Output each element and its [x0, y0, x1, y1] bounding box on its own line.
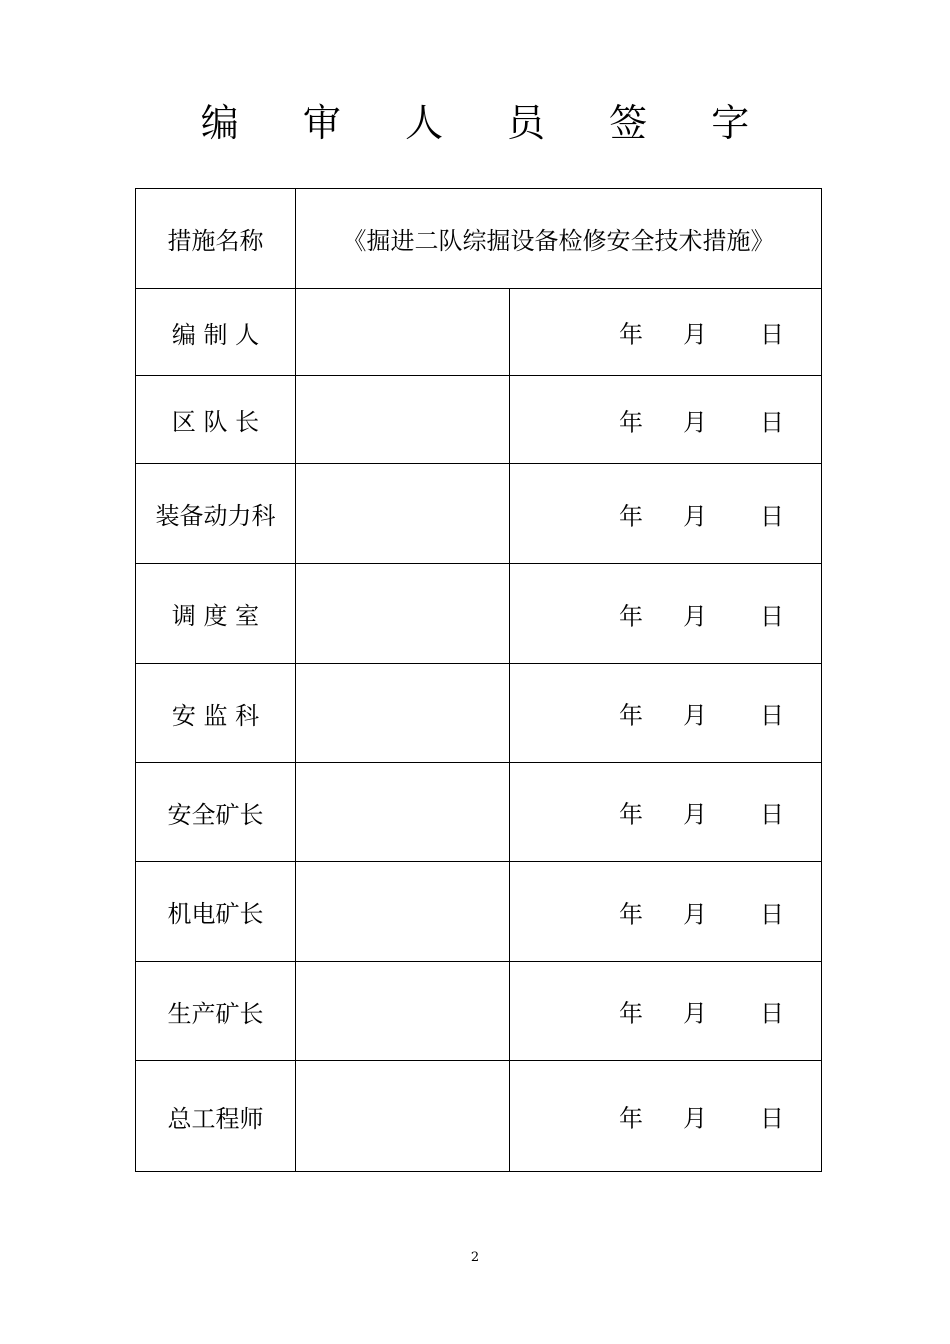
- role-label: 安全矿长: [136, 763, 296, 862]
- date-cell[interactable]: [510, 376, 822, 464]
- date-day-label: 日: [760, 701, 784, 730]
- date-year-label: 年: [619, 900, 643, 928]
- signature-cell[interactable]: [296, 376, 510, 464]
- date-year-label: 年: [619, 800, 643, 829]
- date-year-label: 年: [619, 701, 643, 730]
- table-row: [136, 664, 822, 763]
- table-row: [136, 289, 822, 376]
- measure-row: [136, 189, 822, 289]
- date-cell[interactable]: [510, 862, 822, 962]
- date-day-label: 日: [760, 320, 784, 349]
- date-cell[interactable]: [510, 1061, 822, 1172]
- date-month-label: 月: [683, 701, 707, 730]
- role-label: 编 制 人: [136, 289, 296, 376]
- date-month-label: 月: [683, 1104, 707, 1133]
- signature-cell[interactable]: [296, 1061, 510, 1172]
- role-label: 安 监 科: [136, 664, 296, 763]
- date-cell[interactable]: [510, 763, 822, 862]
- date-day-label: 日: [760, 900, 784, 928]
- signature-cell[interactable]: [296, 564, 510, 664]
- date-cell[interactable]: [510, 664, 822, 763]
- date-cell[interactable]: [510, 564, 822, 664]
- date-cell[interactable]: [510, 289, 822, 376]
- date-cell[interactable]: [510, 962, 822, 1061]
- role-label: 生产矿长: [136, 962, 296, 1061]
- date-month-label: 月: [683, 602, 707, 630]
- signature-cell[interactable]: [296, 962, 510, 1061]
- signature-cell[interactable]: [296, 664, 510, 763]
- date-day-label: 日: [760, 408, 784, 436]
- date-month-label: 月: [683, 320, 707, 349]
- date-day-label: 日: [760, 502, 784, 530]
- date-month-label: 月: [683, 800, 707, 829]
- table-row: [136, 376, 822, 464]
- date-year-label: 年: [619, 602, 643, 630]
- table-row: [136, 1061, 822, 1172]
- signature-cell[interactable]: [296, 464, 510, 564]
- role-label: 调 度 室: [136, 564, 296, 664]
- date-day-label: 日: [760, 999, 784, 1028]
- date-year-label: 年: [619, 408, 643, 436]
- date-day-label: 日: [760, 1104, 784, 1133]
- role-label: 机电矿长: [136, 862, 296, 962]
- role-label: 总工程师: [136, 1061, 296, 1172]
- table-row: [136, 464, 822, 564]
- date-month-label: 月: [683, 900, 707, 928]
- table-row: [136, 962, 822, 1061]
- role-label: 区 队 长: [136, 376, 296, 464]
- date-year-label: 年: [619, 999, 643, 1028]
- page-title: 编 审 人 员 签 字: [200, 101, 776, 145]
- table-row: [136, 564, 822, 664]
- signature-cell[interactable]: [296, 763, 510, 862]
- date-month-label: 月: [683, 502, 707, 530]
- signature-cell[interactable]: [296, 862, 510, 962]
- date-day-label: 日: [760, 602, 784, 630]
- date-year-label: 年: [619, 1104, 643, 1133]
- table-row: [136, 862, 822, 962]
- date-year-label: 年: [619, 320, 643, 349]
- page-number: 2: [470, 1250, 480, 1265]
- date-day-label: 日: [760, 800, 784, 829]
- date-cell[interactable]: [510, 464, 822, 564]
- signature-cell[interactable]: [296, 289, 510, 376]
- date-month-label: 月: [683, 999, 707, 1028]
- date-month-label: 月: [683, 408, 707, 436]
- date-year-label: 年: [619, 502, 643, 530]
- role-label: 装备动力科: [136, 464, 296, 564]
- table-row: [136, 763, 822, 862]
- measure-label: 措施名称: [136, 189, 296, 289]
- signature-table: [135, 188, 822, 1172]
- measure-name: 《掘进二队综掘设备检修安全技术措施》: [296, 189, 822, 289]
